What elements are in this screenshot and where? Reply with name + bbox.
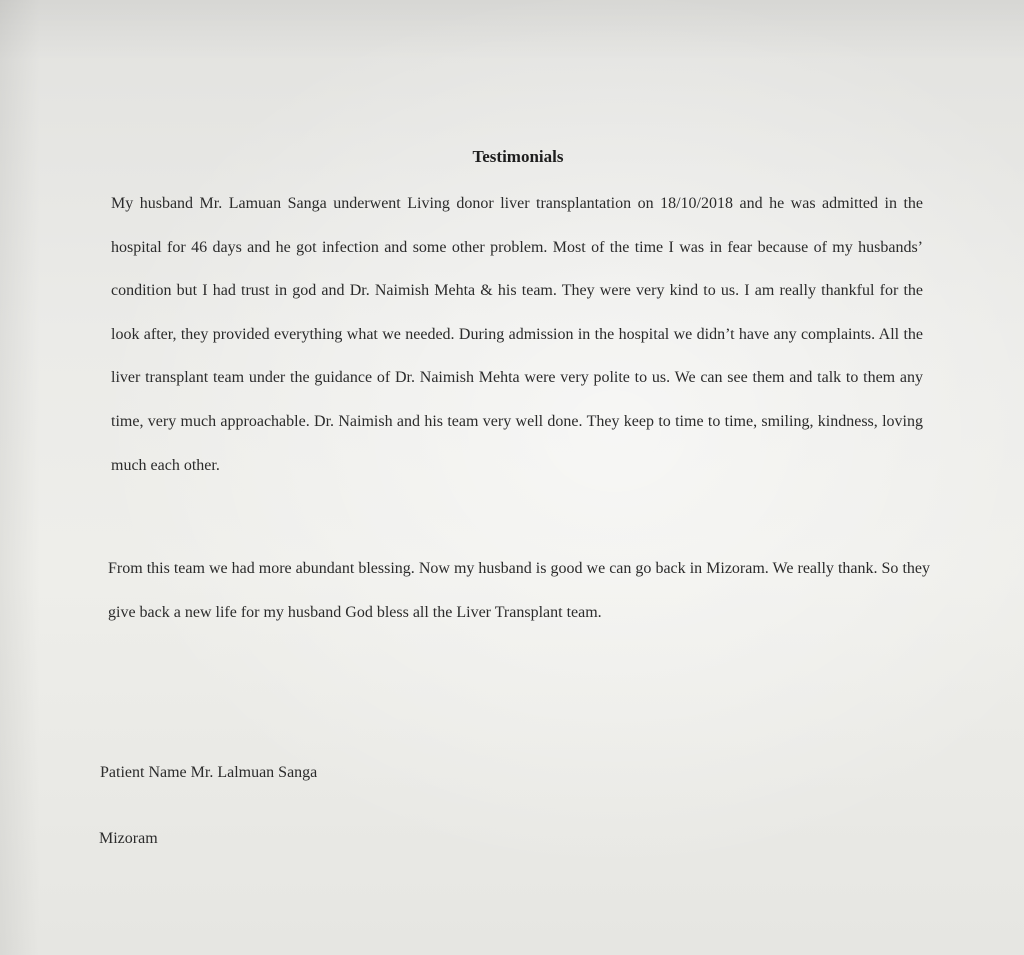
document-title: Testimonials: [472, 147, 564, 166]
testimonial-paragraph-2: From this team we had more abundant blessing. Now my husband is good we can go back in Mizoram. We really thank. So they give back a new life for my husband God bless all the Liver Transplant team.: [108, 560, 930, 621]
page-shadow-left: [0, 0, 40, 955]
patient-name: Patient Name Mr. Lalmuan Sanga: [100, 764, 318, 781]
page-shadow-top: [0, 0, 1024, 60]
testimonial-paragraph-1: My husband Mr. Lamuan Sanga underwent Living donor liver transplantation on 18/10/2018 and he was admitted in the hospital for 46 days and he got infection and some other problem. Most of the time I was in fear because of my husbands’ condition but I had trust in god and Dr. Naimish Mehta & his team. They were very kind to us. I am really thankful for the look after, they provided everything what we needed. During admission in the hospital we didn’t have any complaints. All the liver transplant team under the guidance of Dr. Naimish Mehta were very polite to us. We can see them and talk to them any time, very much approachable. Dr. Naimish and his team very well done. They keep to time to time, smiling, kindness, loving much each other.: [111, 195, 923, 474]
patient-location: Mizoram: [99, 830, 158, 847]
